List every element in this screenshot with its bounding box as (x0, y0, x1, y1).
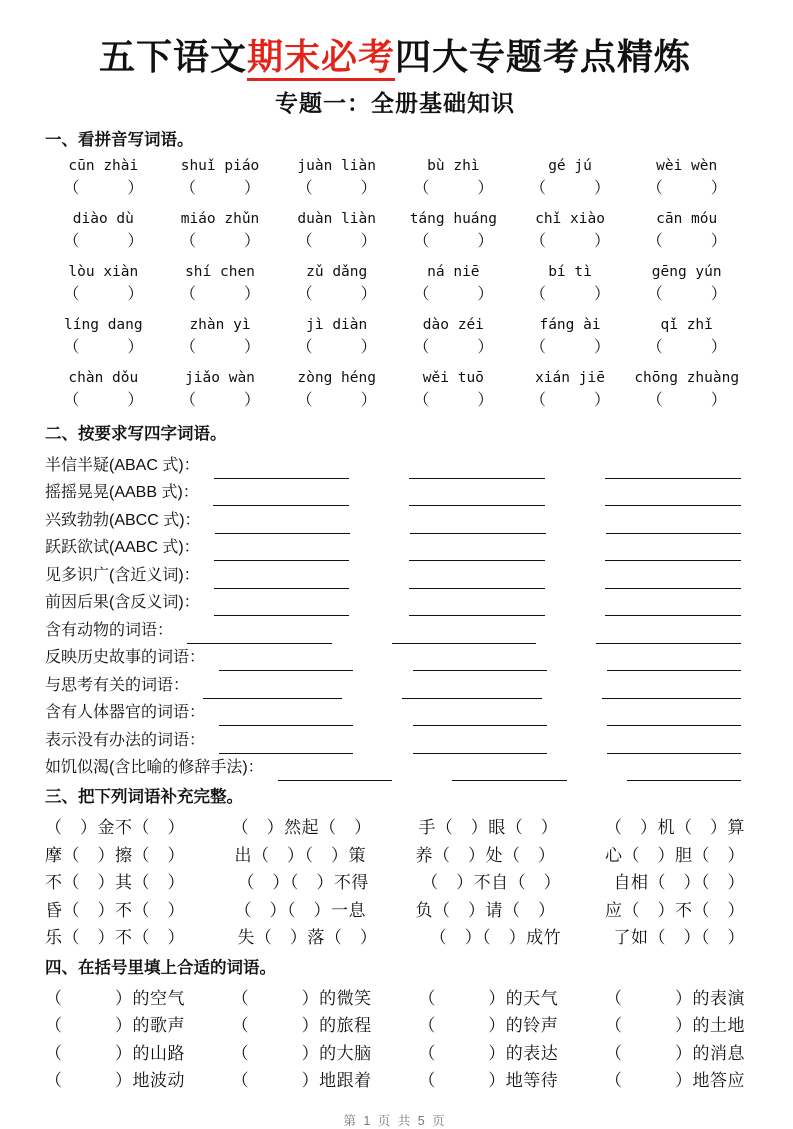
idiom-completion-item: （ ）（ ）一息 (234, 900, 366, 920)
answer-blank (607, 704, 741, 726)
idiom-completion-item: 自相（ ）（ ） (613, 873, 745, 892)
pinyin-word-cell (512, 210, 629, 254)
pinyin-text: juàn liàn (297, 158, 376, 174)
answer-blank (413, 649, 547, 671)
pinyin-word-cell (162, 369, 279, 413)
title-highlight: 期末必考 (247, 36, 395, 81)
answer-blank-group (205, 732, 745, 754)
task-label: 含有人体器官的词语： (45, 704, 206, 721)
section2-heading: 二、按要求写四字词语。 (45, 425, 227, 443)
idiom-completion-item: 不（ ）其（ ） (45, 873, 185, 892)
answer-parentheses: （ ） (413, 339, 494, 356)
pinyin-word-cell (278, 210, 395, 254)
answer-parentheses: （ ） (530, 286, 611, 303)
pinyin-text: shuǐ piáo (180, 158, 260, 174)
pinyin-word-cell (162, 316, 279, 360)
pinyin-row (45, 316, 745, 360)
answer-blank (214, 567, 350, 589)
pinyin-word-grid (45, 157, 745, 413)
pinyin-text: miáo zhǔn (180, 211, 260, 227)
answer-blank (409, 567, 545, 589)
answer-parentheses: （ ） (180, 392, 261, 409)
answer-parentheses: （ ） (530, 339, 611, 356)
idiom-completion-item: 乐（ ）不（ ） (45, 928, 185, 947)
pinyin-word-cell (162, 263, 279, 307)
answer-blank (214, 594, 350, 616)
collocation-item: （ ）的歌声 (45, 1016, 185, 1035)
collocation-item: （ ）的空气 (45, 988, 185, 1008)
pinyin-word-cell (45, 316, 162, 360)
answer-parentheses: （ ） (646, 339, 727, 356)
idiom-completion-item: （ ）机（ ）算 (604, 818, 745, 837)
completion-row (45, 842, 745, 870)
collocation-item: （ ）的山路 (45, 1043, 185, 1063)
pinyin-word-cell (45, 263, 162, 307)
answer-blank (607, 649, 741, 671)
pinyin-text: fáng ài (539, 317, 601, 333)
task-label: 见多识广(含近义词)： (45, 566, 200, 584)
task-label: 兴致勃勃(ABCC 式)： (45, 511, 201, 529)
pinyin-word-cell (395, 316, 512, 360)
pinyin-text: líng dang (64, 317, 143, 333)
pinyin-text: diào dù (72, 211, 134, 227)
pinyin-row (45, 263, 745, 307)
pinyin-text: wèi wèn (656, 158, 718, 174)
four-char-word-task-list (45, 451, 745, 781)
pinyin-text: jì diàn (306, 317, 368, 333)
collocation-item: （ ）的铃声 (418, 1016, 559, 1035)
pinyin-text: lòu xiàn (68, 264, 139, 280)
answer-blank-group (173, 622, 745, 644)
section4-heading: 四、在括号里填上合适的词语。 (45, 958, 276, 977)
collocation-item: （ ）地等待 (418, 1071, 559, 1090)
answer-blank (409, 484, 545, 506)
answer-blank (605, 484, 741, 506)
answer-blank (214, 457, 350, 479)
pinyin-row (45, 369, 745, 413)
pinyin-text: duàn liàn (297, 211, 376, 227)
collocation-item: （ ）地跟着 (231, 1071, 372, 1090)
page-number-footer: 第 1 页 共 5 页 (343, 1113, 447, 1128)
answer-parentheses: （ ） (296, 233, 377, 250)
answer-parentheses: （ ） (180, 286, 261, 303)
page-subtitle: 专题一：全册基础知识 (275, 90, 515, 116)
answer-blank (452, 759, 566, 781)
answer-blank-group (200, 567, 745, 589)
pinyin-text: wěi tuō (422, 370, 484, 386)
pinyin-word-cell (628, 157, 745, 201)
task-label: 前因后果(含反义词)： (45, 594, 200, 611)
collocation-fill-grid (45, 985, 745, 1095)
pinyin-word-cell (45, 369, 162, 413)
idiom-completion-item: 负（ ）请（ ） (415, 900, 556, 920)
pinyin-word-cell (628, 263, 745, 307)
pinyin-text: gēng yún (651, 264, 722, 280)
answer-blank (278, 759, 392, 781)
answer-blank (605, 594, 741, 616)
pinyin-row (45, 157, 745, 201)
answer-parentheses: （ ） (530, 392, 611, 409)
answer-parentheses: （ ） (296, 286, 377, 303)
idiom-completion-item: 摩（ ）擦（ ） (45, 845, 185, 865)
task-label: 半信半疑(ABAC 式)： (45, 456, 200, 474)
answer-parentheses: （ ） (646, 286, 727, 303)
idiom-completion-item: （ ）金不（ ） (45, 818, 185, 837)
pinyin-word-cell (45, 210, 162, 254)
idiom-completion-item: 心（ ）胆（ ） (605, 845, 745, 865)
completion-row (45, 1040, 745, 1068)
title-suffix: 四大专题考点精炼 (395, 36, 692, 77)
task-label: 表示没有办法的词语： (45, 731, 206, 749)
word-task-row (45, 754, 745, 782)
pinyin-word-cell (278, 263, 395, 307)
answer-blank (605, 567, 741, 589)
answer-blank (607, 732, 741, 754)
idiom-completion-item: 手（ ）眼（ ） (418, 818, 559, 837)
collocation-item: （ ）地波动 (45, 1071, 185, 1090)
answer-parentheses: （ ） (63, 339, 144, 356)
answer-blank (606, 512, 741, 534)
word-task-row (45, 561, 745, 589)
answer-blank-group (200, 457, 745, 479)
collocation-item: （ ）地答应 (604, 1071, 745, 1090)
word-task-row (45, 671, 745, 699)
pinyin-text: dào zéi (422, 317, 484, 333)
pinyin-word-cell (512, 369, 629, 413)
title-prefix: 五下语文 (98, 36, 247, 77)
answer-blank-group (205, 649, 745, 671)
collocation-item: （ ）的大脑 (231, 1043, 372, 1063)
answer-blank (602, 677, 741, 699)
pinyin-text: xián jiē (535, 370, 605, 386)
pinyin-text: ná niē (427, 264, 480, 280)
answer-parentheses: （ ） (530, 233, 611, 250)
pinyin-word-cell (395, 210, 512, 254)
answer-blank-group (199, 484, 745, 506)
idiom-completion-grid (45, 814, 745, 952)
page-title (45, 34, 745, 79)
collocation-item: （ ）的旅程 (231, 1016, 372, 1035)
answer-blank (214, 539, 350, 561)
answer-parentheses: （ ） (180, 233, 261, 250)
pinyin-word-cell (395, 263, 512, 307)
answer-blank (219, 732, 353, 754)
answer-blank (409, 457, 545, 479)
section1-heading: 一、看拼音写词语。 (45, 131, 194, 149)
completion-row (45, 814, 745, 842)
completion-row (45, 869, 745, 897)
answer-blank-group (189, 677, 745, 699)
answer-parentheses: （ ） (413, 180, 494, 197)
answer-blank (402, 677, 541, 699)
task-label: 如饥似渴(含比喻的修辞手法)： (45, 759, 264, 776)
pinyin-word-cell (395, 369, 512, 413)
idiom-completion-item: 出（ ）（ ）策 (234, 845, 366, 865)
idiom-completion-item: （ ）（ ）不得 (237, 873, 369, 892)
task-label: 反映历史故事的词语： (45, 649, 206, 666)
pinyin-text: zǔ dǎng (306, 264, 368, 280)
pinyin-text: cān móu (656, 211, 718, 227)
answer-blank (413, 732, 547, 754)
answer-blank (413, 704, 547, 726)
task-label: 摇摇晃晃(AABB 式)： (45, 484, 199, 501)
word-task-row (45, 534, 745, 562)
answer-blank-group (264, 759, 745, 781)
collocation-item: （ ）的土地 (604, 1016, 745, 1035)
pinyin-text: jiǎo wàn (185, 370, 255, 386)
pinyin-word-cell (512, 263, 629, 307)
task-label: 含有动物的词语： (45, 621, 174, 639)
answer-parentheses: （ ） (180, 180, 261, 197)
answer-blank (213, 484, 349, 506)
collocation-item: （ ）的表达 (418, 1043, 559, 1063)
idiom-completion-item: 失（ ）落（ ） (237, 928, 378, 947)
task-label: 跃跃欲试(AABC 式)： (45, 539, 200, 556)
completion-row (45, 1067, 745, 1095)
answer-blank-group (200, 594, 745, 616)
pinyin-word-cell (628, 210, 745, 254)
word-task-row (45, 699, 745, 727)
completion-row (45, 897, 745, 925)
pinyin-word-cell (512, 316, 629, 360)
answer-parentheses: （ ） (63, 180, 144, 197)
answer-parentheses: （ ） (646, 233, 727, 250)
idiom-completion-item: 了如（ ）（ ） (613, 928, 745, 947)
answer-parentheses: （ ） (296, 339, 377, 356)
pinyin-text: zhàn yì (189, 317, 251, 333)
answer-parentheses: （ ） (413, 233, 494, 250)
pinyin-text: bí tì (548, 264, 592, 280)
answer-parentheses: （ ） (296, 392, 377, 409)
answer-blank (203, 677, 342, 699)
answer-parentheses: （ ） (646, 392, 727, 409)
word-task-row (45, 616, 745, 644)
word-task-row (45, 589, 745, 617)
answer-blank (627, 759, 741, 781)
answer-blank (215, 512, 350, 534)
answer-parentheses: （ ） (530, 180, 611, 197)
answer-blank (219, 704, 353, 726)
answer-blank (605, 457, 741, 479)
idiom-completion-item: 养（ ）处（ ） (415, 845, 556, 865)
pinyin-word-cell (628, 369, 745, 413)
completion-row (45, 1012, 745, 1040)
pinyin-word-cell (45, 157, 162, 201)
pinyin-text: qǐ zhǐ (660, 317, 713, 333)
answer-blank (187, 622, 332, 644)
idiom-completion-item: 应（ ）不（ ） (605, 900, 745, 920)
pinyin-text: zòng héng (297, 370, 376, 386)
idiom-completion-item: （ ）不自（ ） (421, 873, 562, 892)
task-label: 与思考有关的词语： (45, 676, 190, 694)
pinyin-word-cell (278, 316, 395, 360)
word-task-row (45, 479, 745, 507)
pinyin-text: táng huáng (409, 211, 497, 227)
answer-blank (596, 622, 741, 644)
answer-blank-group (201, 512, 745, 534)
answer-blank (392, 622, 537, 644)
answer-blank (605, 539, 741, 561)
answer-parentheses: （ ） (413, 392, 494, 409)
answer-parentheses: （ ） (296, 180, 377, 197)
pinyin-text: chōng zhuàng (634, 370, 740, 386)
pinyin-word-cell (162, 157, 279, 201)
answer-parentheses: （ ） (63, 233, 144, 250)
pinyin-word-cell (628, 316, 745, 360)
pinyin-word-cell (278, 369, 395, 413)
collocation-item: （ ）的消息 (604, 1043, 745, 1063)
answer-parentheses: （ ） (646, 180, 727, 197)
pinyin-text: chàn dǒu (68, 370, 139, 386)
answer-blank-group (205, 704, 745, 726)
answer-parentheses: （ ） (180, 339, 261, 356)
pinyin-word-cell (512, 157, 629, 201)
answer-blank (219, 649, 353, 671)
pinyin-text: cūn zhài (68, 158, 139, 174)
collocation-item: （ ）的微笑 (231, 988, 372, 1008)
word-task-row (45, 451, 745, 479)
idiom-completion-item: （ ）然起（ ） (231, 818, 372, 837)
section3-heading: 三、把下列词语补充完整。 (45, 788, 243, 806)
answer-blank (409, 594, 545, 616)
pinyin-text: chǐ xiào (535, 211, 605, 227)
pinyin-text: gé jú (548, 158, 592, 174)
answer-parentheses: （ ） (413, 286, 494, 303)
pinyin-word-cell (278, 157, 395, 201)
pinyin-row (45, 210, 745, 254)
idiom-completion-item: 昏（ ）不（ ） (45, 900, 185, 920)
word-task-row (45, 726, 745, 754)
answer-blank (409, 539, 545, 561)
answer-blank-group (200, 539, 745, 561)
pinyin-word-cell (162, 210, 279, 254)
completion-row (45, 924, 745, 952)
answer-parentheses: （ ） (63, 392, 144, 409)
pinyin-text: bù zhì (427, 158, 480, 174)
word-task-row (45, 506, 745, 534)
idiom-completion-item: （ ）（ ）成竹 (429, 928, 562, 947)
collocation-item: （ ）的天气 (418, 988, 559, 1008)
pinyin-word-cell (395, 157, 512, 201)
answer-blank (410, 512, 545, 534)
pinyin-text: shí chen (185, 264, 255, 280)
word-task-row (45, 644, 745, 672)
answer-parentheses: （ ） (63, 286, 144, 303)
collocation-item: （ ）的表演 (604, 988, 745, 1008)
completion-row (45, 985, 745, 1013)
